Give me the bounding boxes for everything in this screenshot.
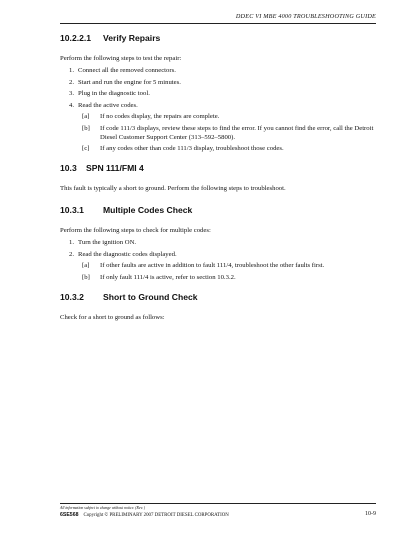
short-intro: Check for a short to ground as follows:: [60, 313, 165, 321]
multiple-steps: [60, 238, 376, 259]
substep-item: [a] If other faults are active in addition to fault 111/4, troubleshoot the other faults first.: [82, 262, 325, 269]
step-item: 3. Plug in the diagnostic tool.: [68, 90, 150, 97]
heading-title: SPN 111/FMI 4: [86, 163, 144, 173]
footer-copyright-line: [60, 512, 229, 518]
multiple-substeps: [60, 261, 376, 282]
step-item: 1. Connect all the removed connectors.: [68, 67, 176, 74]
step-item: 1. Turn the ignition ON.: [68, 239, 137, 246]
heading-number: 10.3: [60, 163, 77, 173]
footer-notice: All information subject to change without notice. (Rev. ): [60, 506, 146, 510]
heading-verify-repairs: [60, 33, 376, 43]
page-number: 10-9: [365, 511, 376, 517]
spn-intro: This fault is typically a short to ground. Perform the following steps to troubleshoot.: [60, 185, 286, 192]
step-item: 2. Read the diagnostic codes displayed.: [68, 250, 177, 258]
substep-item: [b] If only fault 111/4 is active, refer to section 10.3.2.: [82, 273, 236, 281]
substep-item: [c] If any codes other than code 111/3 display, troubleshoot those codes.: [82, 145, 284, 152]
heading-title: Multiple Codes Check: [103, 205, 193, 215]
verify-substeps: [60, 112, 376, 153]
step-item: 4. Read the active codes.: [68, 101, 138, 109]
heading-spn-111-fmi-4: [60, 163, 376, 173]
step-item: 2. Start and run the engine for 5 minutes.: [68, 78, 181, 86]
footer-copyright: Copyright © PRELIMINARY 2007 DETROIT DIESEL CORPORATION: [83, 513, 229, 518]
header-rule: [60, 23, 376, 24]
heading-title: Short to Ground Check: [103, 291, 198, 302]
substep-item: [b] If code 111/3 displays, review these steps to find the error. If you cannot find the error, call the Detroit Diesel Customer Support Center (313–592–5800).: [82, 124, 374, 141]
heading-short-to-ground-check: [60, 292, 376, 302]
footer-rule: [60, 503, 376, 504]
substep-item: [a] If no codes display, the repairs are complete.: [82, 113, 220, 120]
multiple-intro: Perform the following steps to check for multiple codes:: [60, 227, 211, 234]
heading-title: Verify Repairs: [103, 33, 161, 43]
footer-doc-code: 6SE568: [60, 512, 79, 518]
verify-steps: [60, 66, 376, 110]
heading-number: 10.3.2: [60, 291, 84, 302]
verify-intro: Perform the following steps to test the repair:: [60, 55, 182, 62]
heading-number: 10.2.2.1: [60, 33, 92, 43]
page-content: [60, 33, 376, 322]
heading-multiple-codes-check: [60, 205, 376, 215]
heading-number: 10.3.1: [60, 205, 84, 215]
running-header: DDEC VI MBE 4000 TROUBLESHOOTING GUIDE: [235, 13, 376, 20]
